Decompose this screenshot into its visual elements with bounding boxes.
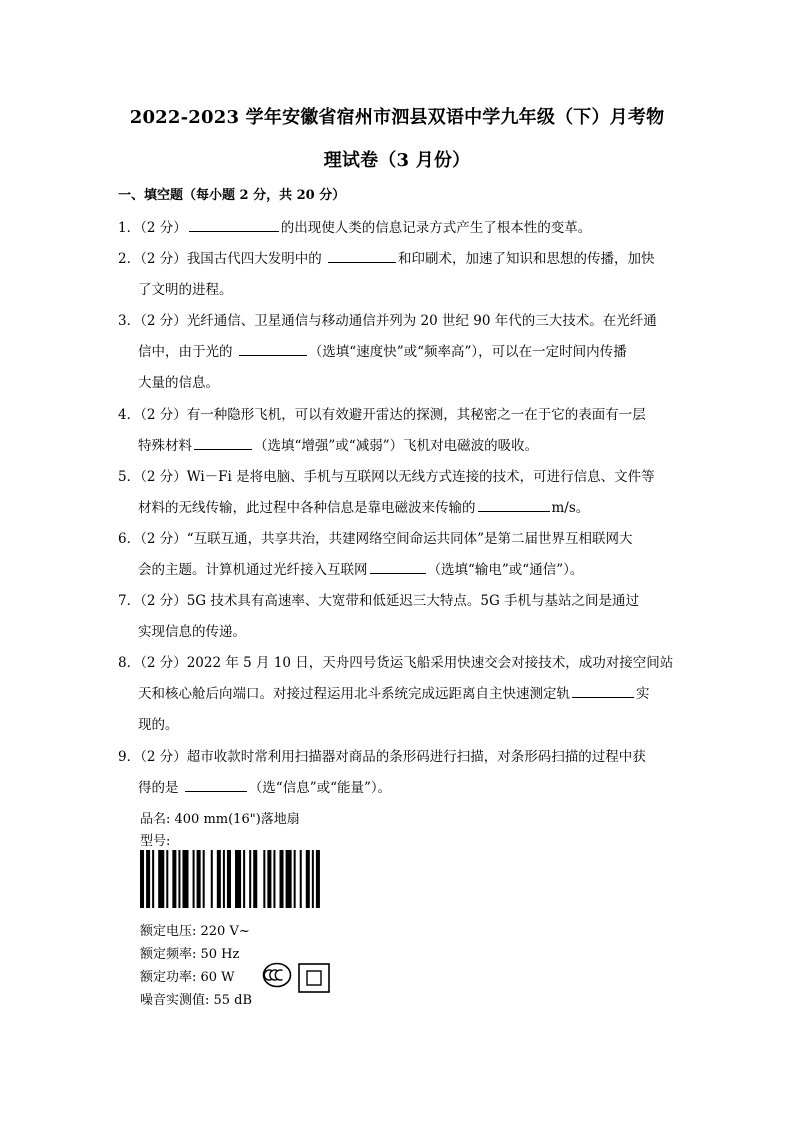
question-text: 7．（2 分）5G 技术具有高速率、大宽带和低延迟三大特点。5G 手机与基站之间是通过 bbox=[118, 593, 640, 609]
question-line bbox=[118, 648, 680, 679]
question-line bbox=[118, 710, 680, 741]
question-1 bbox=[118, 213, 680, 244]
barcode-bar bbox=[263, 850, 265, 908]
barcode-bar bbox=[203, 850, 205, 908]
question-8 bbox=[118, 648, 680, 741]
question-text: 2．（2 分）我国古代四大发明中的 bbox=[118, 251, 327, 267]
question-line bbox=[118, 742, 680, 773]
question-line bbox=[118, 431, 680, 462]
barcode-bar bbox=[300, 850, 302, 908]
question-text: 实现信息的传递。 bbox=[138, 624, 246, 640]
barcode-image bbox=[140, 850, 326, 908]
question-text: 的出现使人类的信息记录方式产生了根本性的变革。 bbox=[280, 220, 592, 236]
question-text: 3．（2 分）光纤通信、卫星通信与移动通信并列为 20 世纪 90 年代的三大技术。在光纤通 bbox=[118, 313, 657, 329]
barcode-bar bbox=[273, 850, 275, 908]
barcode-bar bbox=[253, 850, 257, 908]
question-line bbox=[118, 679, 680, 710]
question-text: 5．（2 分）Wi－Fi 是将电脑、手机与互联网以无线方式连接的技术，可进行信息、文件等 bbox=[118, 469, 655, 485]
question-line bbox=[118, 306, 680, 337]
label-power: 额定功率: 60 W bbox=[140, 970, 235, 985]
question-line bbox=[118, 773, 680, 804]
question-6 bbox=[118, 524, 680, 586]
question-text: 材料的无线传输，此过程中各种信息是靠电磁波来传输的 bbox=[138, 500, 476, 516]
question-line bbox=[118, 337, 680, 368]
question-line bbox=[118, 368, 680, 399]
question-text: 8．（2 分）2022 年 5 月 10 日，天舟四号货运飞船采用快速交会对接技术，成功对接空间站 bbox=[118, 655, 674, 671]
question-9 bbox=[118, 742, 680, 804]
question-text: 天和核心舱后向端口。对接过程运用北斗系统完成远距离自主快速测定轨 bbox=[138, 686, 570, 702]
question-text: （选“信息”或“能量”）。 bbox=[248, 780, 392, 796]
barcode-bar bbox=[211, 850, 213, 908]
question-2 bbox=[118, 244, 680, 306]
double-square-icon bbox=[298, 963, 330, 993]
barcode-bar bbox=[223, 850, 225, 908]
answer-blank[interactable] bbox=[370, 559, 426, 574]
question-text: 6．（2 分）“互联互通，共享共治，共建网络空间命运共同体”是第二届世界互相联网大 bbox=[118, 531, 633, 547]
question-5 bbox=[118, 462, 680, 524]
question-text: m/s。 bbox=[551, 500, 590, 516]
question-line bbox=[118, 400, 680, 431]
barcode-bar bbox=[227, 850, 231, 908]
question-text: 9．（2 分）超市收款时常利用扫描器对商品的条形码进行扫描，对条形码扫描的过程中获 bbox=[118, 749, 646, 765]
question-text: 和印刷术，加速了知识和思想的传播，加快 bbox=[398, 251, 655, 267]
barcode-bar bbox=[286, 850, 292, 908]
answer-blank[interactable] bbox=[189, 217, 279, 232]
question-text: 1．（2 分） bbox=[118, 220, 187, 236]
barcode-bar bbox=[306, 850, 310, 908]
question-text: 信中，由于光的 bbox=[138, 344, 237, 360]
question-text: 会的主题。计算机通过光纤接入互联网 bbox=[138, 562, 368, 578]
question-line bbox=[118, 244, 680, 275]
answer-blank[interactable] bbox=[239, 341, 307, 356]
exam-title-line-1: 2022-2023 学年安徽省宿州市泗县双语中学九年级（下）月考物 bbox=[129, 107, 665, 128]
barcode-bar bbox=[249, 850, 251, 908]
question-7 bbox=[118, 586, 680, 648]
question-text: 4．（2 分）有一种隐形飞机，可以有效避开雷达的探测，其秘密之一在于它的表面有一层 bbox=[118, 407, 646, 423]
answer-blank[interactable] bbox=[328, 248, 396, 263]
question-4 bbox=[118, 400, 680, 462]
ccc-certification-icon bbox=[262, 962, 292, 988]
question-line bbox=[118, 524, 680, 555]
answer-blank[interactable] bbox=[478, 497, 550, 512]
question-text: 特殊材料 bbox=[138, 438, 192, 454]
question-text: （选填“增强”或“减弱”）飞机对电磁波的吸收。 bbox=[254, 438, 539, 454]
barcode-bar bbox=[197, 850, 201, 908]
barcode-bar bbox=[316, 850, 320, 908]
barcode-bar bbox=[158, 850, 164, 908]
answer-blank[interactable] bbox=[194, 435, 252, 450]
question-text: 现的。 bbox=[138, 717, 179, 733]
barcode-bar bbox=[267, 850, 271, 908]
barcode-bar bbox=[182, 850, 188, 908]
label-frequency: 额定频率: 50 Hz bbox=[140, 947, 240, 962]
question-text: 大量的信息。 bbox=[138, 375, 219, 391]
question-line bbox=[118, 275, 680, 306]
barcode-bar bbox=[217, 850, 221, 908]
barcode-bar bbox=[193, 850, 195, 908]
barcode-bar bbox=[312, 850, 314, 908]
barcode-bar bbox=[146, 850, 150, 908]
barcode-bar bbox=[178, 850, 180, 908]
label-voltage: 额定电压: 220 V~ bbox=[140, 924, 250, 939]
barcode-bar bbox=[243, 850, 245, 908]
question-text: （选填“输电”或“通信”）。 bbox=[427, 562, 584, 578]
question-text: （选填“速度快”或“频率高”），可以在一定时间内传播 bbox=[308, 344, 627, 360]
barcode-bar bbox=[280, 850, 284, 908]
answer-blank[interactable] bbox=[185, 777, 247, 792]
barcode-bar bbox=[294, 850, 296, 908]
question-text: 了文明的进程。 bbox=[138, 282, 233, 298]
barcode-bar bbox=[140, 850, 144, 908]
question-3 bbox=[118, 306, 680, 399]
question-text: 得的是 bbox=[138, 780, 183, 796]
question-line bbox=[118, 213, 680, 244]
question-line bbox=[118, 462, 680, 493]
barcode-bar bbox=[166, 850, 168, 908]
barcode-bar bbox=[172, 850, 176, 908]
answer-blank[interactable] bbox=[572, 683, 634, 698]
question-line bbox=[118, 493, 680, 524]
label-model: 型号: bbox=[140, 834, 171, 849]
exam-title-line-2: 理试卷（3 月份） bbox=[323, 150, 471, 171]
question-line bbox=[118, 555, 680, 586]
question-line bbox=[118, 617, 680, 648]
barcode-bar bbox=[152, 850, 154, 908]
barcode-bar bbox=[235, 850, 241, 908]
label-product-name: 品名: 400 mm(16")落地扇 bbox=[140, 812, 300, 827]
question-line bbox=[118, 586, 680, 617]
label-noise: 噪音实测值: 55 dB bbox=[140, 993, 253, 1008]
question-text: 实 bbox=[636, 686, 650, 702]
section-heading: 一、填空题（每小题 2 分，共 20 分） bbox=[118, 188, 346, 203]
